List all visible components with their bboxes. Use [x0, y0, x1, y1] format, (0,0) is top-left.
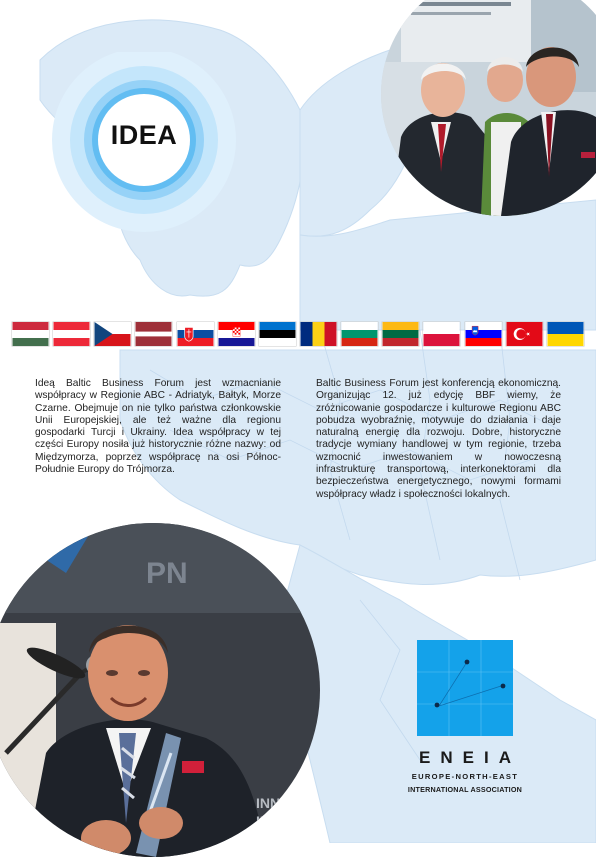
flags-row: [12, 321, 584, 347]
eneia-logo-icon: [417, 640, 513, 736]
screen-text-pn: PN: [146, 557, 188, 590]
flag-bulgaria-icon: [341, 322, 378, 346]
screen-text-inno-1: INNO: [256, 795, 291, 811]
flag-slovenia-icon: [465, 322, 502, 346]
screen-text-inno-2: INNO: [256, 813, 291, 829]
eneia-logo-tagline-2: INTERNATIONAL ASSOCIATION: [407, 785, 523, 794]
flag-poland-icon: [423, 322, 460, 346]
flag-slovakia-icon: [177, 322, 214, 346]
idea-text-right: Baltic Business Forum jest konferencją ekonomiczną. Organizując 12. już edycję BBF wiemy, że zróżnicowanie gospodarcze i kulturowe Regionu ABC pobudza wyobraźnię, motywuje do działania i daje naturalną energię dla rozwoju. Dobre, historyczne tradycje wymiany handlowej w tym regionie, trzeba wzmocnić inwestowaniem w nowoczesną infrastrukturę transportową, interkonektorami dla bezpieczeństwa energetycznego, nowymi formami współpracy władz i społeczności lokalnych.: [316, 378, 561, 500]
flag-hungary-icon: [12, 322, 49, 346]
flag-croatia-icon: [218, 322, 255, 346]
flag-austria-icon: [53, 322, 90, 346]
eneia-logo-tagline-1: EUROPE-NORTH-EAST: [411, 772, 519, 781]
idea-title: IDEA: [110, 120, 178, 150]
flag-turkey-icon: [506, 322, 543, 346]
flag-romania-icon: [300, 322, 337, 346]
flag-latvia-icon: [135, 322, 172, 346]
idea-text-left: Ideą Baltic Business Forum jest wzmacnianie współpracy w Regionie ABC - Adriatyk, Bałtyk, Morze Czarne. Obejmuje on nie tylko państwa członkowskie Unii Europejskiej, ale też ważne dla regionu gospodarki Turcji i Ukrainy. Idea współpracy w tej części Europy nosiła już historycznie różne nazwy: od Międzymorza, poprzez współpracę na osi Północ- Południe Europy do Trójmorza.: [35, 378, 281, 476]
flag-czech-republic-icon: [94, 322, 131, 346]
speaker-photo: [0, 523, 320, 857]
flag-ukraine-icon: [547, 322, 584, 346]
eneia-logo-name: ENEIA: [419, 748, 521, 767]
flag-estonia-icon: [259, 322, 296, 346]
flag-lithuania-icon: [382, 322, 419, 346]
